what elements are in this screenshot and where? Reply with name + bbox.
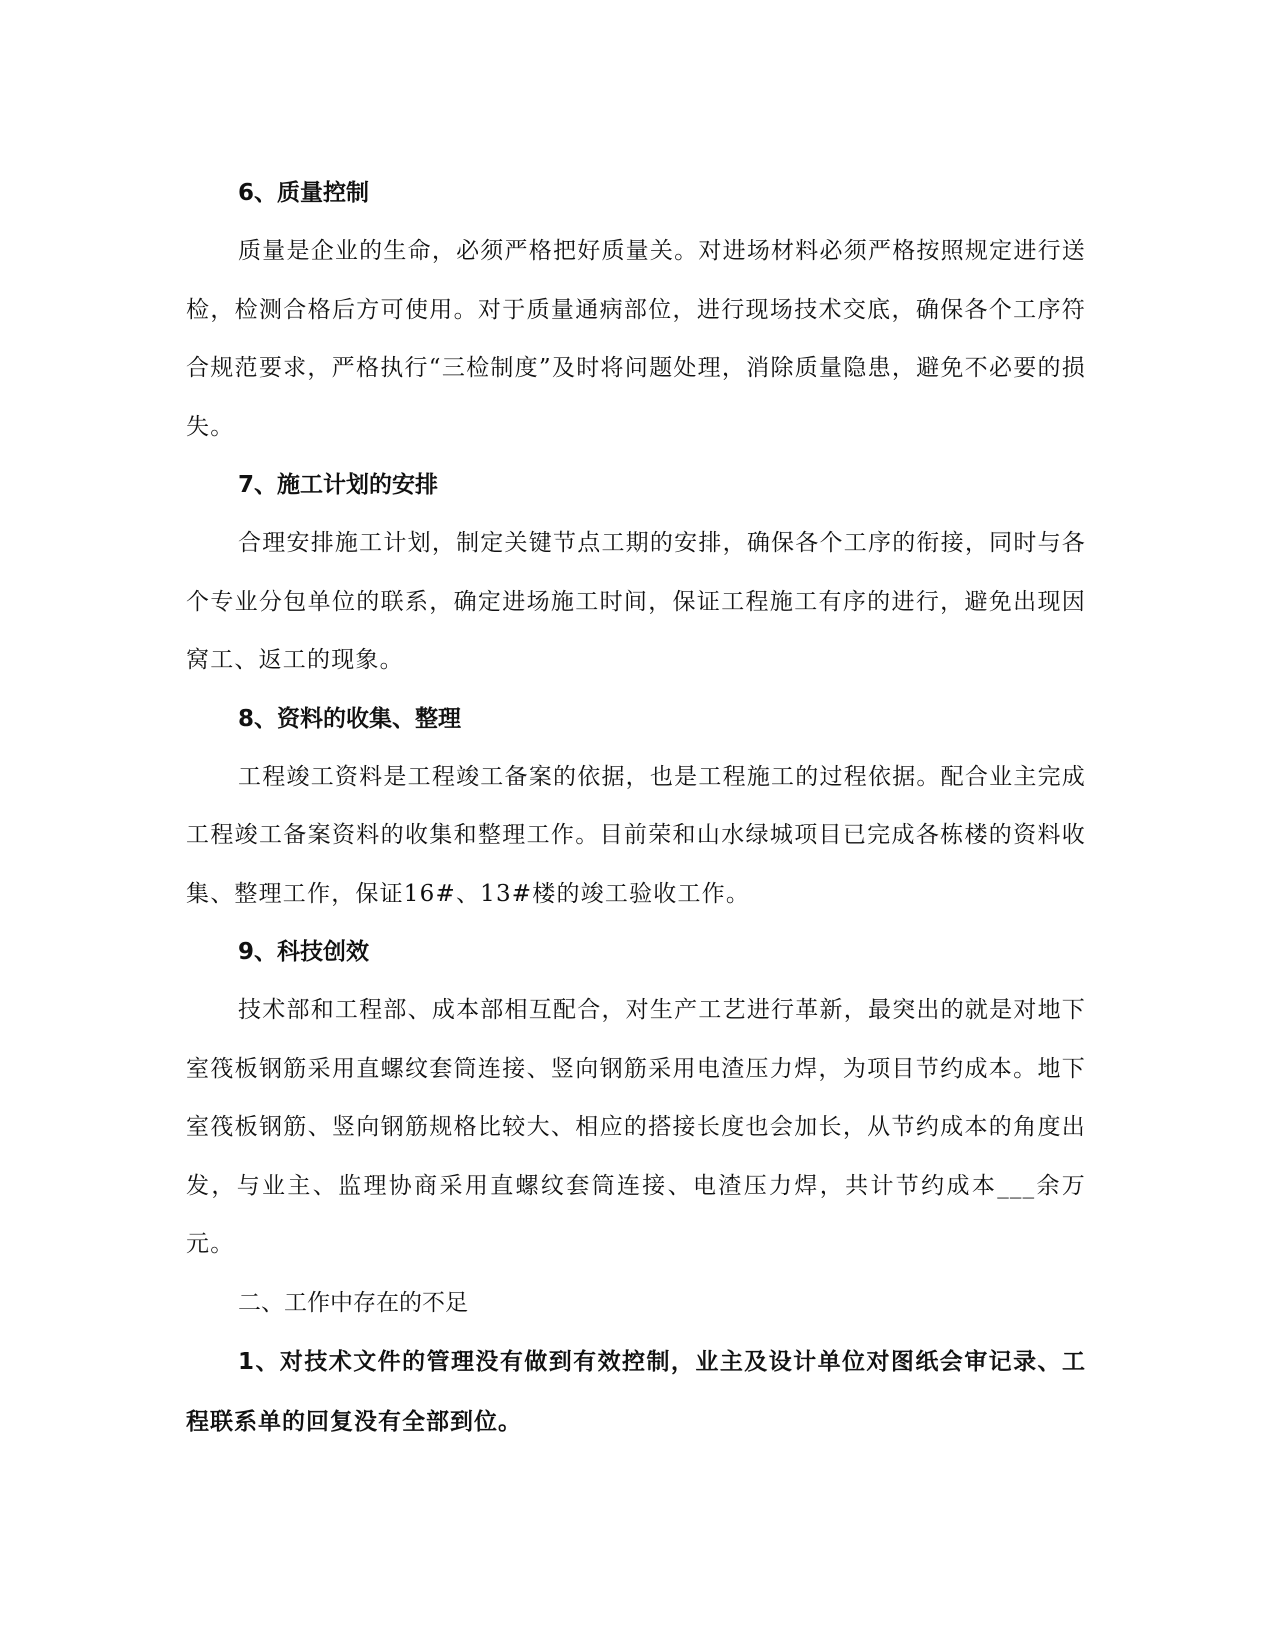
part-two-heading: 二、工作中存在的不足: [238, 1289, 468, 1316]
section-heading-construction-plan: 7、施工计划的安排: [238, 472, 439, 498]
section-heading-documents: 8、资料的收集、整理: [238, 705, 462, 732]
part-two-item-1: 1、对技术文件的管理没有做到有效控制，业主及设计单位对图纸会审记录、工程联系单的回复没有全部到位。: [186, 1348, 1086, 1435]
section-body-construction-plan: 合理安排施工计划，制定关键节点工期的安排，确保各个工序的衔接，同时与各个专业分包单位的联系，确定进场施工时间，保证工程施工有序的进行，避免出现因窝工、返工的现象。: [186, 530, 1086, 673]
document-body: [186, 164, 1086, 1452]
section-body-quality-control: 质量是企业的生命，必须严格把好质量关。对进场材料必须严格按照规定进行送检，检测合格后方可使用。对于质量通病部位，进行现场技术交底，确保各个工序符合规范要求，严格执行“三检制度”及时将问题处理，消除质量隐患，避免不必要的损失。: [186, 238, 1086, 440]
section-heading-tech-innovation: 9、科技创效: [238, 939, 370, 965]
section-body-documents: 工程竣工资料是工程竣工备案的依据，也是工程施工的过程依据。配合业主完成工程竣工备案资料的收集和整理工作。目前荣和山水绿城项目已完成各栋楼的资料收集、整理工作，保证16#、13#楼的竣工验收工作。: [186, 763, 1086, 907]
section-body-tech-innovation: 技术部和工程部、成本部相互配合，对生产工艺进行革新，最突出的就是对地下室筏板钢筋采用直螺纹套筒连接、竖向钢筋采用电渣压力焊，为项目节约成本。地下室筏板钢筋、竖向钢筋规格比较大、相应的搭接长度也会加长，从节约成本的角度出发，与业主、监理协商采用直螺纹套筒连接、电渣压力焊，共计节约成本___余万元。: [186, 997, 1086, 1257]
section-heading-quality-control: 6、质量控制: [238, 180, 370, 206]
